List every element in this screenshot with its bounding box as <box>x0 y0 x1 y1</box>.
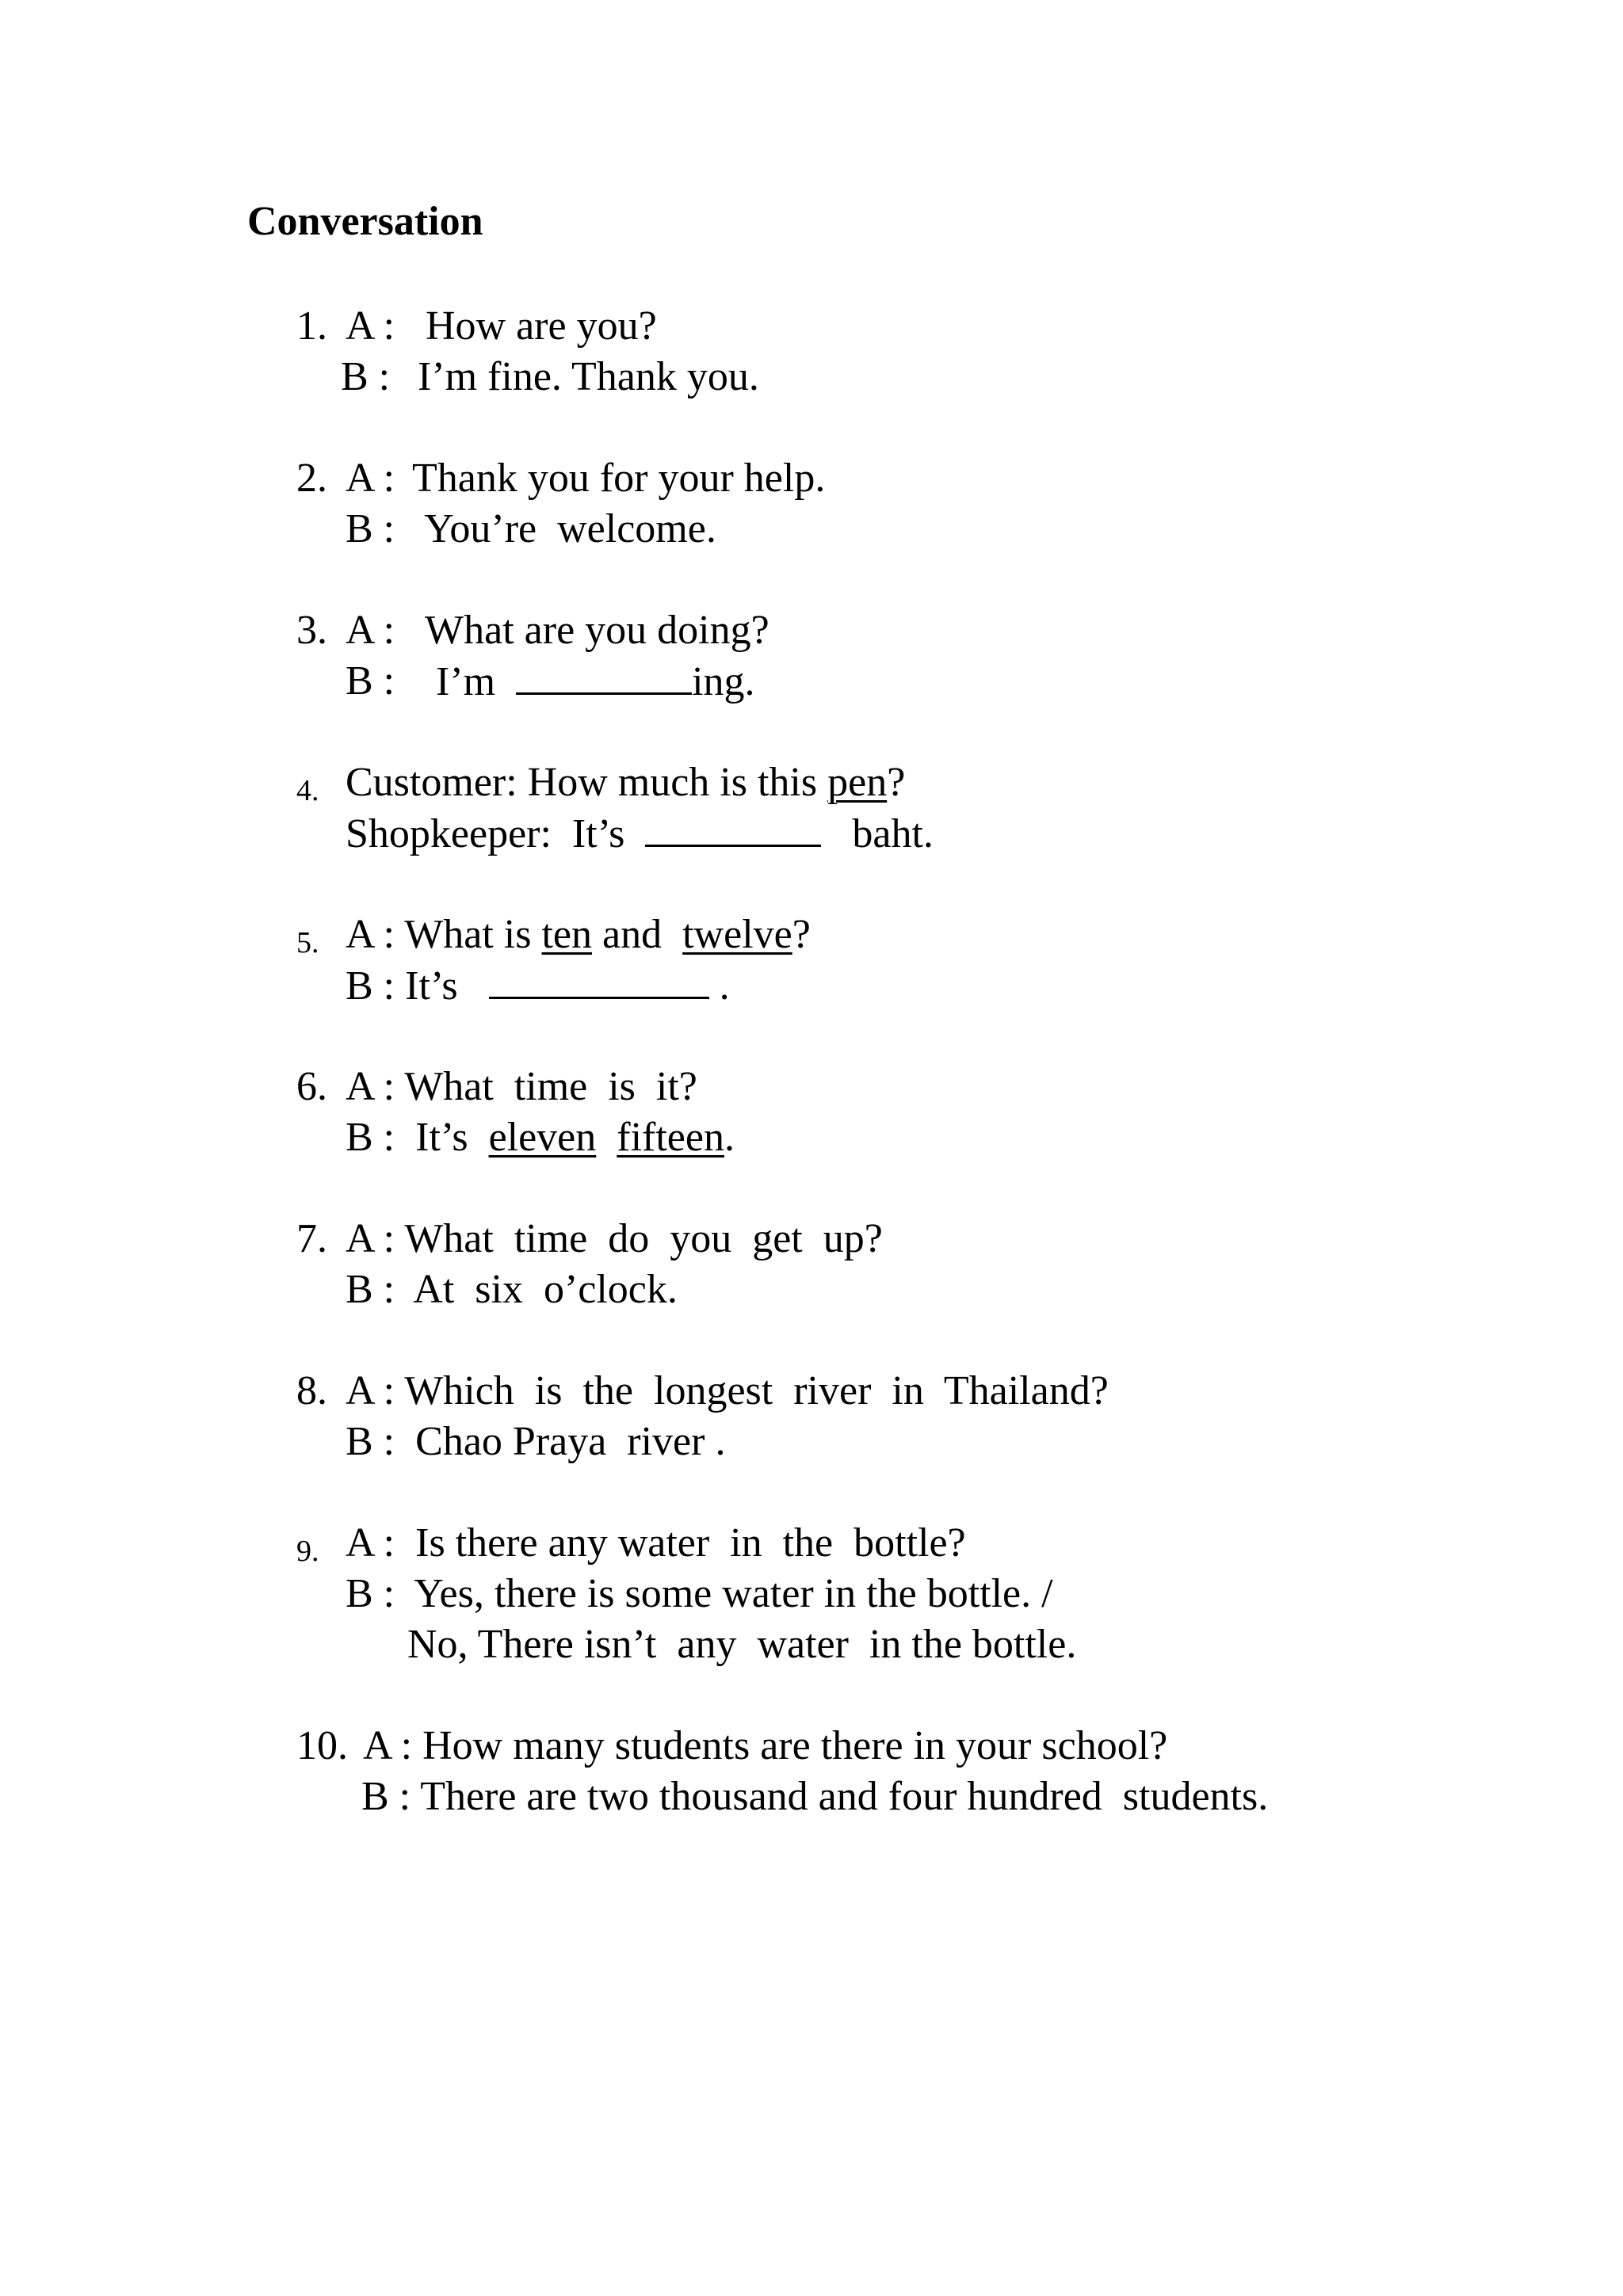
dialogue-line <box>296 808 1596 859</box>
question-text: Customer: How much is this <box>346 760 828 805</box>
dialogue-line <box>296 301 1596 352</box>
dialogue-text: A : What time do you get up? <box>346 1216 883 1261</box>
conversation-item-1 <box>296 301 1596 402</box>
underlined-word: twelve <box>682 912 792 957</box>
speaker-label: B : <box>346 658 395 704</box>
dialogue-line <box>296 605 1596 656</box>
dialogue-line <box>296 1619 1596 1670</box>
answer-blank <box>516 656 692 695</box>
dialogue-line <box>296 1214 1596 1264</box>
dialogue-line <box>296 504 1596 555</box>
answer-text <box>596 1115 617 1160</box>
dialogue-text: B : Yes, there is some water in the bottle. / <box>346 1571 1053 1616</box>
dialogue-line <box>296 1112 1596 1163</box>
dialogue-text: What are you doing? <box>415 608 769 653</box>
answer-blank <box>645 808 821 847</box>
item-number: 2. <box>296 456 327 501</box>
dialogue-text: B : At six o’clock. <box>346 1267 678 1312</box>
dialogue-line <box>296 1366 1596 1417</box>
answer-prefix: B : It’s <box>346 963 489 1009</box>
underlined-word: pen <box>827 760 888 805</box>
item-number: 6. <box>296 1064 327 1109</box>
dialogue-text <box>346 808 934 860</box>
dialogue-text <box>346 1112 735 1163</box>
item-number: 8. <box>296 1368 327 1413</box>
dialogue-text: How are you? <box>415 303 657 349</box>
dialogue-text: Thank you for your help. <box>412 456 826 501</box>
dialogue-text: B : There are two thousand and four hundred students. <box>341 1774 1269 1819</box>
conversation-item-9 <box>296 1518 1596 1670</box>
underlined-word: ten <box>541 912 593 957</box>
conversation-item-10 <box>296 1721 1596 1822</box>
speaker-label: B : <box>341 354 391 399</box>
conversation-item-2 <box>296 453 1596 555</box>
dialogue-text <box>346 910 811 960</box>
answer-suffix: . <box>708 963 730 1009</box>
dialogue-line <box>296 1721 1596 1772</box>
answer-blank <box>489 960 709 999</box>
dialogue-text: You’re welcome. <box>415 506 716 551</box>
conversation-item-8 <box>296 1366 1596 1467</box>
answer-prefix: Shopkeeper: It’s <box>346 811 646 856</box>
dialogue-line <box>296 1772 1596 1822</box>
conversation-item-4 <box>296 757 1596 859</box>
dialogue-text: B : Chao Praya river . <box>346 1419 726 1464</box>
speaker-label: B : <box>346 506 395 551</box>
dialogue-text: I’m fine. Thank you. <box>407 354 759 399</box>
question-mark: ? <box>887 760 906 805</box>
underlined-word: eleven <box>488 1115 597 1160</box>
answer-suffix: ing. <box>692 659 755 704</box>
question-text: A : What is <box>346 912 542 957</box>
dialogue-text: A : How many students are there in your school? <box>363 1723 1168 1768</box>
dialogue-text <box>346 757 905 808</box>
dialogue-text: A : What time is it? <box>346 1064 697 1109</box>
speaker-label: A : <box>346 456 395 501</box>
dialogue-line <box>296 352 1596 402</box>
underlined-word: fifteen <box>617 1115 724 1160</box>
answer-suffix: . <box>724 1115 735 1160</box>
dialogue-line <box>296 1062 1596 1112</box>
dialogue-line <box>296 1417 1596 1467</box>
speaker-label: A : <box>346 608 395 653</box>
page-title: Conversation <box>247 199 483 244</box>
dialogue-line <box>296 910 1596 960</box>
answer-prefix: I’m <box>415 659 517 704</box>
dialogue-line <box>296 1264 1596 1315</box>
conversation-item-3 <box>296 605 1596 707</box>
dialogue-text: A : Is there any water in the bottle? <box>346 1520 966 1566</box>
item-number: 7. <box>296 1216 327 1261</box>
dialogue-text: A : Which is the longest river in Thailand? <box>346 1368 1109 1413</box>
conversation-item-6 <box>296 1062 1596 1163</box>
answer-prefix: B : It’s <box>346 1115 489 1160</box>
item-number: 9. <box>296 1535 319 1568</box>
conversation-item-7 <box>296 1214 1596 1315</box>
item-number: 5. <box>296 926 319 959</box>
answer-suffix: baht. <box>821 811 934 856</box>
speaker-label: A : <box>346 303 395 349</box>
conversation-item-5 <box>296 910 1596 1011</box>
dialogue-line <box>296 656 1596 707</box>
dialogue-line <box>296 757 1596 808</box>
dialogue-text: No, There isn’t any water in the bottle. <box>346 1622 1077 1667</box>
dialogue-line <box>296 1518 1596 1569</box>
dialogue-text <box>346 960 730 1012</box>
question-mark: ? <box>792 912 811 957</box>
dialogue-line <box>296 960 1596 1011</box>
dialogue-line <box>296 453 1596 504</box>
item-number: 1. <box>296 303 327 349</box>
item-number: 10. <box>296 1723 348 1768</box>
dialogue-text <box>415 656 755 707</box>
item-number: 3. <box>296 608 327 653</box>
question-text: and <box>592 912 683 957</box>
item-number: 4. <box>296 774 319 807</box>
dialogue-line <box>296 1569 1596 1619</box>
